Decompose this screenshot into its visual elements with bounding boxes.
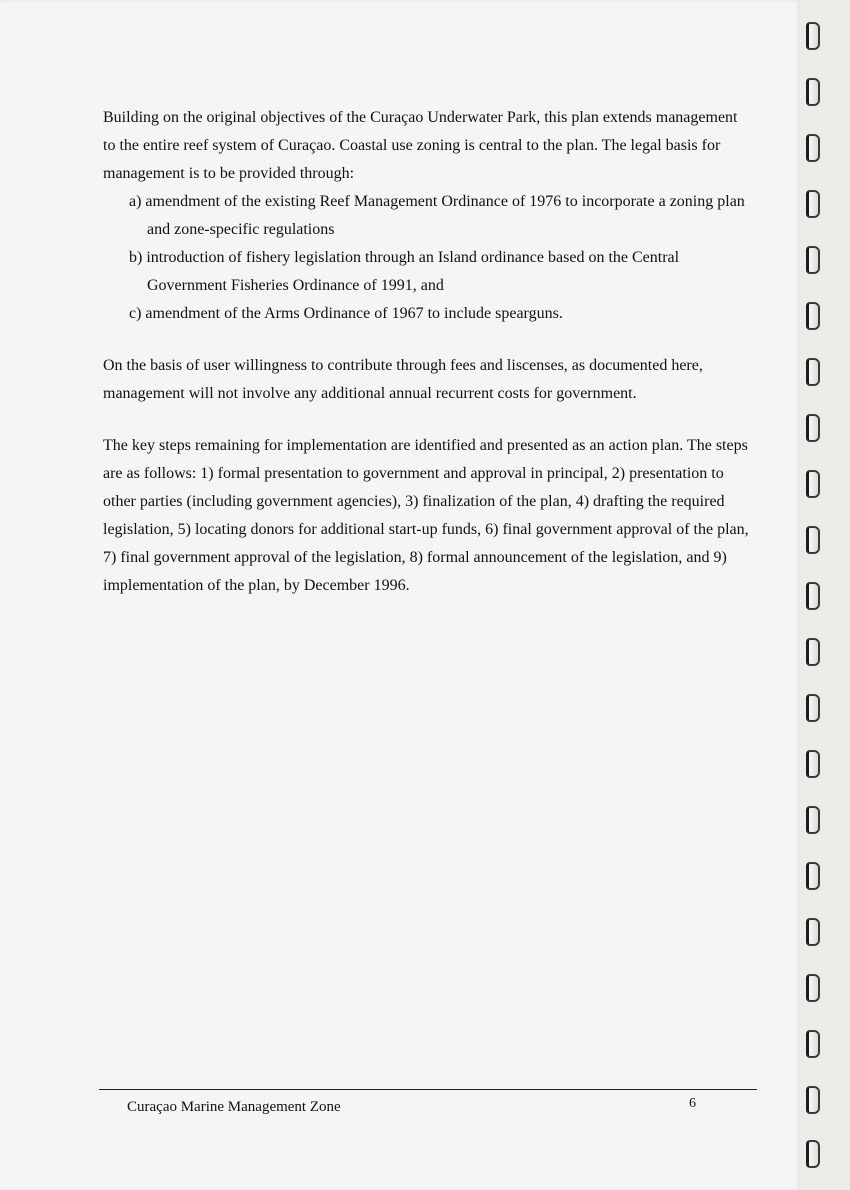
binding-ring <box>806 1086 820 1114</box>
page-body <box>103 104 753 600</box>
binding-ring <box>806 918 820 946</box>
cost-paragraph: On the basis of user willingness to contribute through fees and liscenses, as documented here, management will not involve any additional annual recurrent costs for government. <box>103 357 703 402</box>
page-number: 6 <box>689 1096 696 1111</box>
action-plan-paragraph: The key steps remaining for implementation are identified and presented as an action plan. The steps are as follows: 1) formal presentation to government and approval in principal, 2) presentation to other parties (including government agencies), 3) finalization of the plan, 4) drafting the required legislation, 5) locating donors for additional start-up funds, 6) final government approval of the plan, 7) final government approval of the legislation, 8) formal announcement of the legislation, and 9) implementation of the plan, by December 1996. <box>103 437 749 594</box>
binding-ring <box>806 1030 820 1058</box>
binding-ring <box>806 414 820 442</box>
binding-ring <box>806 190 820 218</box>
binding-ring <box>806 526 820 554</box>
binding-ring <box>806 22 820 50</box>
binding-ring <box>806 806 820 834</box>
binding-ring <box>806 78 820 106</box>
list-item: b) introduction of fishery legislation through an Island ordinance based on the Central Government Fisheries Ordinance of 1991, and <box>129 249 680 294</box>
binding-ring <box>806 750 820 778</box>
footer-title: Curaçao Marine Management Zone <box>127 1099 341 1115</box>
legal-basis-list <box>103 188 753 328</box>
binding-ring <box>806 638 820 666</box>
binding-ring <box>806 862 820 890</box>
binding-ring <box>806 974 820 1002</box>
binding-ring <box>806 694 820 722</box>
binding-ring <box>806 358 820 386</box>
binding-ring <box>806 582 820 610</box>
list-item: a) amendment of the existing Reef Management Ordinance of 1976 to incorporate a zoning plan and zone-specific regulations <box>129 193 745 238</box>
intro-paragraph: Building on the original objectives of the Curaçao Underwater Park, this plan extends management to the entire reef system of Curaçao. Coastal use zoning is central to the plan. The legal basis for management is to be provided through: <box>103 109 738 182</box>
binding-ring <box>806 246 820 274</box>
footer-divider <box>99 1089 757 1090</box>
binding-ring <box>806 134 820 162</box>
list-item: c) amendment of the Arms Ordinance of 1967 to include spearguns. <box>129 305 563 322</box>
binding-ring <box>806 1140 820 1168</box>
binding-ring <box>806 302 820 330</box>
binding-ring <box>806 470 820 498</box>
